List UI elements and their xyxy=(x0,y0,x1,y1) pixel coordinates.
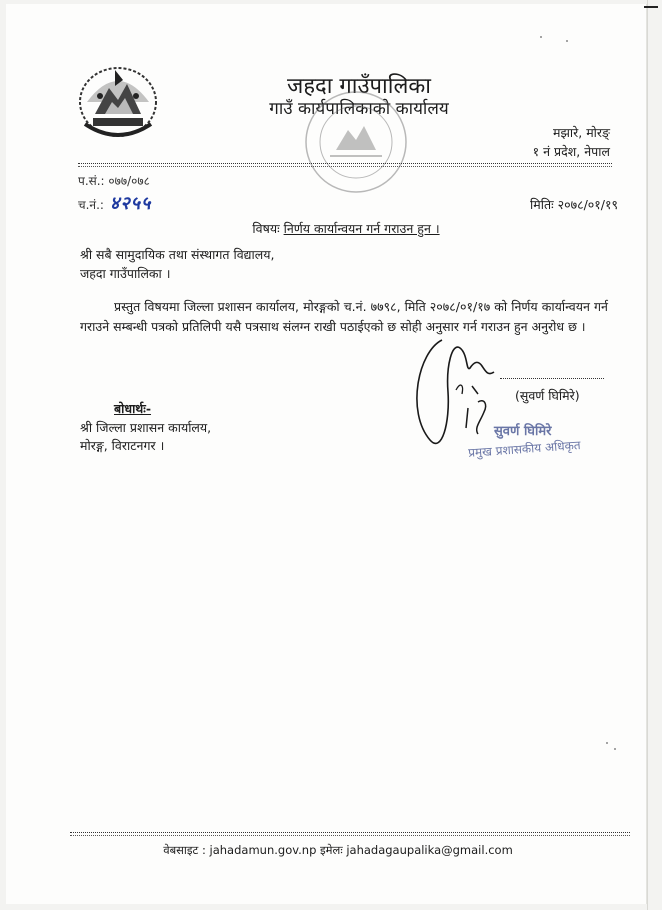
footer-contact: वेबसाइट : jahadamun.gov.np इमेलः jahadagaupalika@gmail.com xyxy=(163,843,513,857)
dispatch-number xyxy=(78,191,151,215)
signature-line xyxy=(500,378,604,379)
footer-divider-secondary xyxy=(70,835,630,836)
subject-text: निर्णय कार्यान्वयन गर्न गराउन हुन । xyxy=(283,221,440,236)
address-line-1: मझारे, मोरङ् xyxy=(552,125,610,140)
dispatch-handwritten-number: ४२५५ xyxy=(109,193,152,214)
signatory-name: (सुवर्ण घिमिरे) xyxy=(515,388,580,403)
header-divider xyxy=(78,163,612,164)
footer-divider xyxy=(70,832,630,833)
municipality-title: जहदा गाउँपालिका xyxy=(287,74,431,99)
stamp-signatory-title: प्रमुख प्रशासकीय अधिकृत xyxy=(467,438,582,460)
letter-date: मितिः २०७८/०१/१९ xyxy=(530,197,618,212)
subject-line xyxy=(0,220,662,237)
office-seal-icon xyxy=(300,86,412,198)
letter-body: प्रस्तुत विषयमा जिल्ला प्रशासन कार्यालय, मोरङ्गको च.नं. ७७९८, मिति २०७८/०१/१७ को निर्णय कार्यान्वयन गर्न गराउने सम्बन्धी पत्रको प्रतिलिपी यसै पत्रसाथ संलग्न राखी पठाईएको छ सोही अनुसार गर्न गराउन हुन अनुरोध छ । xyxy=(80,299,608,334)
scan-speck xyxy=(606,742,608,744)
reference-number: प.सं.: ०७७/०७८ xyxy=(78,174,150,188)
recipient-line-1: श्री सबै सामुदायिक तथा संस्थागत विद्यालय, xyxy=(80,247,275,262)
stamp-signatory-name: सुवर्ण घिमिरे xyxy=(494,424,552,439)
cc-heading: बोधार्थः- xyxy=(114,401,152,416)
dispatch-label: च.नं.: xyxy=(78,198,104,212)
address-line-2: १ नं प्रदेश, नेपाल xyxy=(532,144,610,159)
cc-line-2: मोरङ्ग, विराटनगर । xyxy=(80,438,165,453)
recipient-line-2: जहदा गाउँपालिका । xyxy=(80,266,171,281)
scan-speck xyxy=(614,748,616,750)
header-divider-secondary xyxy=(78,166,612,167)
corner-mark xyxy=(644,6,658,8)
page-edge xyxy=(647,0,648,910)
office-subtitle: गाउँ कार्यपालिकाको कार्यालय xyxy=(269,99,449,119)
subject-label: विषयः xyxy=(252,221,280,236)
cc-line-1: श्री जिल्ला प्रशासन कार्यालय, xyxy=(80,420,212,435)
scan-speck xyxy=(566,40,568,42)
scan-speck xyxy=(540,36,542,38)
